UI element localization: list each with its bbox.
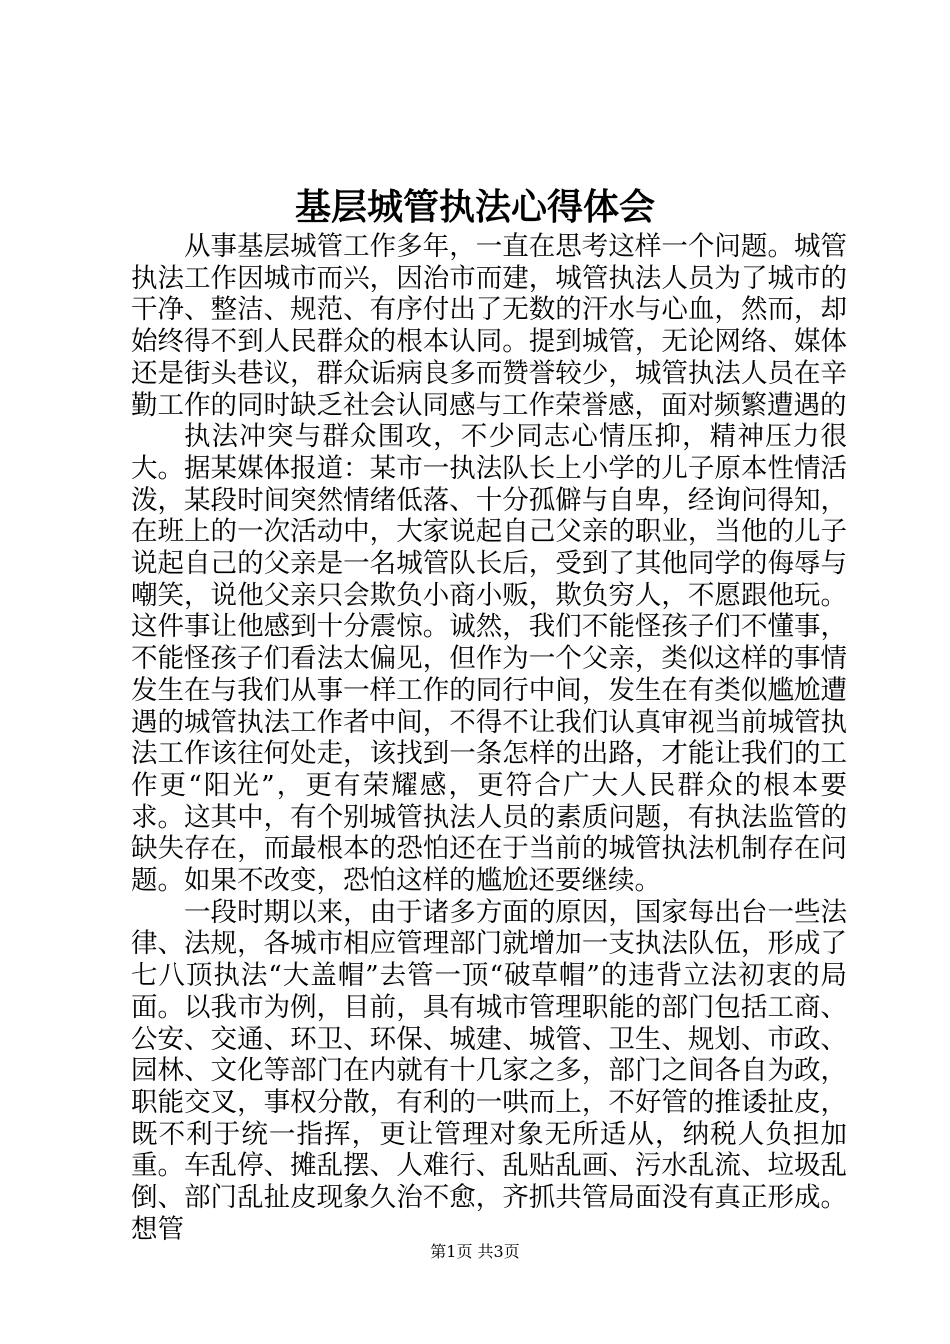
document-title: 基层城管执法心得体会 bbox=[294, 186, 655, 228]
paragraph-2: 执法冲突与群众围攻，不少同志心情压抑，精神压力很大。据某媒体报道：某市一执法队长上小学的儿子原本性情活泼，某段时间突然情绪低落、十分孤僻与自卑，经询问得知，在班上的一次活动中，大家说起自己父亲的职业，当他的儿子说起自己的父亲是一名城管队长后，受到了其他同学的侮辱与嘲笑，说他父亲只会欺负小商小贩，欺负穷人，不愿跟他玩。这件事让他感到十分震惊。诚然，我们不能怪孩子们不懂事，不能怪孩子们看法太偏见，但作为一个父亲，类似这样的事情发生在与我们从事一样工作的同行中间，发生在有类似尴尬遭遇的城管执法工作者中间，不得不让我们认真审视当前城管执法工作该往何处走，该找到一条怎样的出路，才能让我们的工作更“阳光”，更有荣耀感，更符合广大人民群众的根本要求。这其中，有个别城管执法人员的素质问题，有执法监管的缺失存在，而最根本的恐怕还在于当前的城管执法机制存在问题。如果不改变，恐怕这样的尴尬还要继续。 bbox=[131, 421, 847, 897]
document-body bbox=[131, 231, 847, 1246]
paragraph-1: 从事基层城管工作多年，一直在思考这样一个问题。城管执法工作因城市而兴，因治市而建，城管执法人员为了城市的干净、整洁、规范、有序付出了无数的汗水与心血，然而，却始终得不到人民群众的根本认同。提到城管，无论网络、媒体还是街头巷议，群众诟病良多而赞誉较少，城管执法人员在辛勤工作的同时缺乏社会认同感与工作荣誉感，面对频繁遭遇的 bbox=[131, 231, 847, 421]
page-footer: 第1页 共3页 bbox=[430, 1242, 520, 1261]
paragraph-3: 一段时期以来，由于诸多方面的原因，国家每出台一些法律、法规，各城市相应管理部门就增加一支执法队伍，形成了七八顶执法“大盖帽”去管一顶“破草帽”的违背立法初衷的局面。以我市为例，目前，具有城市管理职能的部门包括工商、公安、交通、环卫、环保、城建、城管、卫生、规划、市政、园林、文化等部门在内就有十几家之多，部门之间各自为政，职能交叉，事权分散，有利的一哄而上，不好管的推诿扯皮，既不利于统一指挥，更让管理对象无所适从，纳税人负担加重。车乱停、摊乱摆、人难行、乱贴乱画、污水乱流、垃圾乱倒、部门乱扯皮现象久治不愈，齐抓共管局面没有真正形成。想管 bbox=[131, 896, 847, 1245]
